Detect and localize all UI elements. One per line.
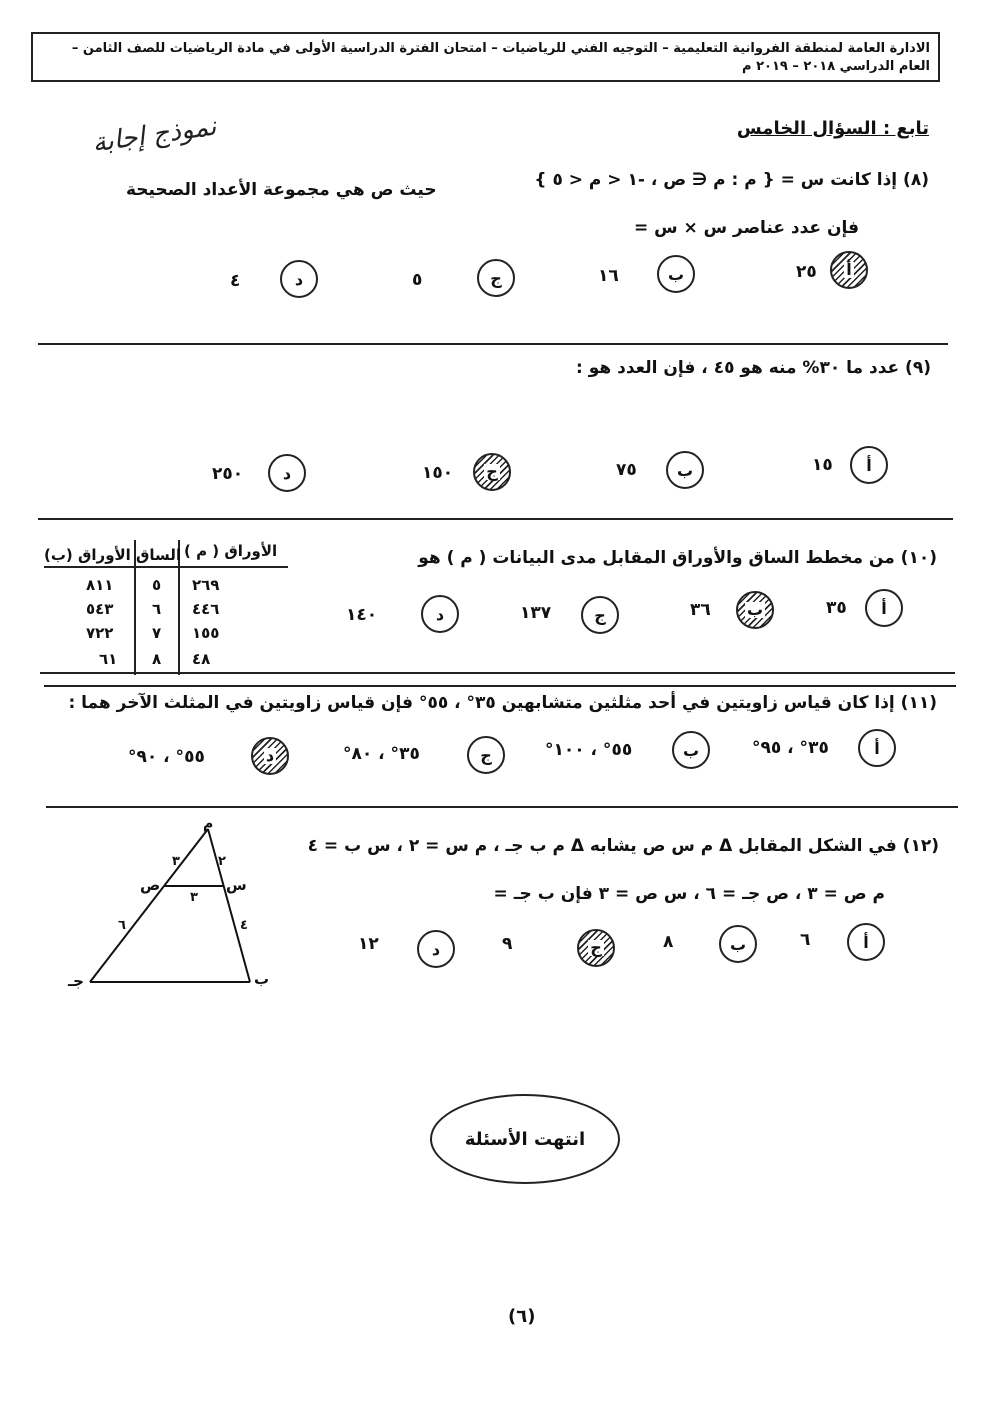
header-box <box>31 32 940 82</box>
q9-option-a-value: ١٥ <box>812 455 833 475</box>
q8-line1: (٨) إذا كانت س = { م : م ∈ ص ، -١ < م < ٥ } <box>534 170 929 190</box>
q9-option-a[interactable]: أ <box>850 446 888 484</box>
q10-option-a[interactable]: أ <box>865 589 903 627</box>
table-left-cell: ٥٤٣ <box>86 600 114 618</box>
q8-option-a-value: ٢٥ <box>796 262 817 282</box>
q9-option-d[interactable]: د <box>268 454 306 492</box>
q10-option-b-value: ٣٦ <box>690 600 711 620</box>
q11-option-c-value: ٣٥° ، ٨٠° <box>343 744 420 764</box>
length-pj-label: ٦ <box>118 918 126 933</box>
q12-option-d-value: ١٢ <box>358 934 379 954</box>
q9-option-b-value: ٧٥ <box>616 460 637 480</box>
vertex-m-label: م <box>203 816 214 832</box>
side-m-j <box>90 829 208 982</box>
q12-option-a-value: ٦ <box>800 930 811 950</box>
divider <box>38 518 953 520</box>
side-m-b <box>208 829 250 982</box>
q8-line1-definition: حيث ص هي مجموعة الأعداد الصحيحة <box>126 180 437 200</box>
q10-option-b[interactable]: ب <box>736 591 774 629</box>
q12-option-d[interactable]: د <box>417 930 455 968</box>
q10-option-d-value: ١٤٠ <box>346 605 378 625</box>
q12-option-b-value: ٨ <box>663 932 674 952</box>
point-s-label: س <box>226 876 247 894</box>
table-stem-cell: ٨ <box>152 650 162 668</box>
table-stem-cell: ٦ <box>152 600 162 618</box>
divider <box>40 672 955 674</box>
section-title: تابع : السؤال الخامس <box>736 118 929 139</box>
end-of-questions <box>430 1094 620 1184</box>
q11-option-a-value: ٣٥° ، ٩٥° <box>752 738 829 758</box>
q11-option-a[interactable]: أ <box>858 729 896 767</box>
exam-header: الادارة العامة لمنطقة الفروانية التعليمية – التوجيه الفني للرياضيات – امتحان الفترة الدراسية الأولى في مادة الرياضيات للصف الثامن – العام الدراسي ٢٠١٨ – ٢٠١٩ م <box>71 41 930 74</box>
divider <box>46 806 958 808</box>
page-number: (٦) <box>508 1306 536 1327</box>
q11-option-c[interactable]: ج <box>467 736 505 774</box>
q9-option-d-value: ٢٥٠ <box>212 464 244 484</box>
length-sb-label: ٤ <box>240 918 248 933</box>
handwritten-answer-key-note: نموذج إجابة <box>90 111 219 159</box>
q11-text: (١١) إذا كان قياس زاويتين في أحد مثلثين متشابهين ٣٥° ، ٥٥° فإن قياس زاويتين في المثلث الآخر هما : <box>68 693 937 713</box>
table-stem-cell: ٧ <box>152 624 162 642</box>
q9-text: (٩) عدد ما ٣٠% منه هو ٤٥ ، فإن العدد هو : <box>576 358 931 378</box>
q8-line2: فإن عدد عناصر س × س = <box>633 218 859 238</box>
q9-option-c[interactable]: ج <box>473 453 511 491</box>
vertex-b-label: ب <box>254 970 270 988</box>
q9-option-b[interactable]: ب <box>666 451 704 489</box>
table-right-cell: ٢٦٩ <box>192 576 220 594</box>
q12-line2: م ص = ٣ ، ص جـ = ٦ ، س ص = ٣ فإن ب جـ = <box>493 884 885 904</box>
table-stem-cell: ٥ <box>152 576 162 594</box>
table-left-cell: ٦١ <box>99 650 118 668</box>
divider <box>38 343 948 345</box>
q8-option-b-value: ١٦ <box>598 266 619 286</box>
table-right-cell: ١٥٥ <box>192 624 220 642</box>
similar-triangles-figure <box>60 815 290 995</box>
q10-option-c-value: ١٣٧ <box>520 603 552 623</box>
q11-option-d-value: ٥٥° ، ٩٠° <box>128 747 205 767</box>
table-left-cell: ٨١١ <box>86 576 114 594</box>
q12-line1: (١٢) في الشكل المقابل Δ م س ص يشابه Δ م ب جـ ، م س = ٢ ، س ب = ٤ <box>307 836 939 856</box>
q11-option-b[interactable]: ب <box>672 731 710 769</box>
divider <box>44 685 956 687</box>
table-right-cell: ٤٤٦ <box>192 600 220 618</box>
q9-option-c-value: ١٥٠ <box>422 463 454 483</box>
q12-option-a[interactable]: أ <box>847 923 885 961</box>
q12-option-c[interactable]: ج <box>577 929 615 967</box>
vertex-j-label: جـ <box>68 972 84 990</box>
q10-option-c[interactable]: ج <box>581 596 619 634</box>
table-right-cell: ٤٨ <box>192 650 211 668</box>
q8-option-c[interactable]: ج <box>477 259 515 297</box>
table-left-cell: ٧٢٢ <box>86 624 114 642</box>
q8-option-c-value: ٥ <box>412 270 423 290</box>
end-of-questions-text: انتهت الأسئلة <box>464 1128 586 1150</box>
q11-option-b-value: ٥٥° ، ١٠٠° <box>545 740 633 760</box>
q12-option-b[interactable]: ب <box>719 925 757 963</box>
q8-option-d[interactable]: د <box>280 260 318 298</box>
q11-option-d[interactable]: د <box>251 737 289 775</box>
length-sp-label: ٣ <box>190 890 198 905</box>
length-mp-label: ٣ <box>172 854 180 869</box>
q10-text: (١٠) من مخطط الساق والأوراق المقابل مدى البيانات ( م ) هو <box>418 548 937 568</box>
table-header-stem: الساق <box>136 546 182 564</box>
length-ms-label: ٢ <box>218 854 226 869</box>
table-header-right-leaves: الأوراق ( م ) <box>184 542 278 560</box>
q10-option-a-value: ٣٥ <box>826 598 847 618</box>
point-p-label: ص <box>140 876 161 894</box>
q8-option-a[interactable]: أ <box>830 251 868 289</box>
q8-option-b[interactable]: ب <box>657 255 695 293</box>
stem-and-leaf-table <box>44 540 288 675</box>
q12-option-c-value: ٩ <box>502 934 513 954</box>
q10-option-d[interactable]: د <box>421 595 459 633</box>
table-header-left-leaves: الأوراق (ب) <box>44 546 131 564</box>
q8-option-d-value: ٤ <box>230 271 241 291</box>
